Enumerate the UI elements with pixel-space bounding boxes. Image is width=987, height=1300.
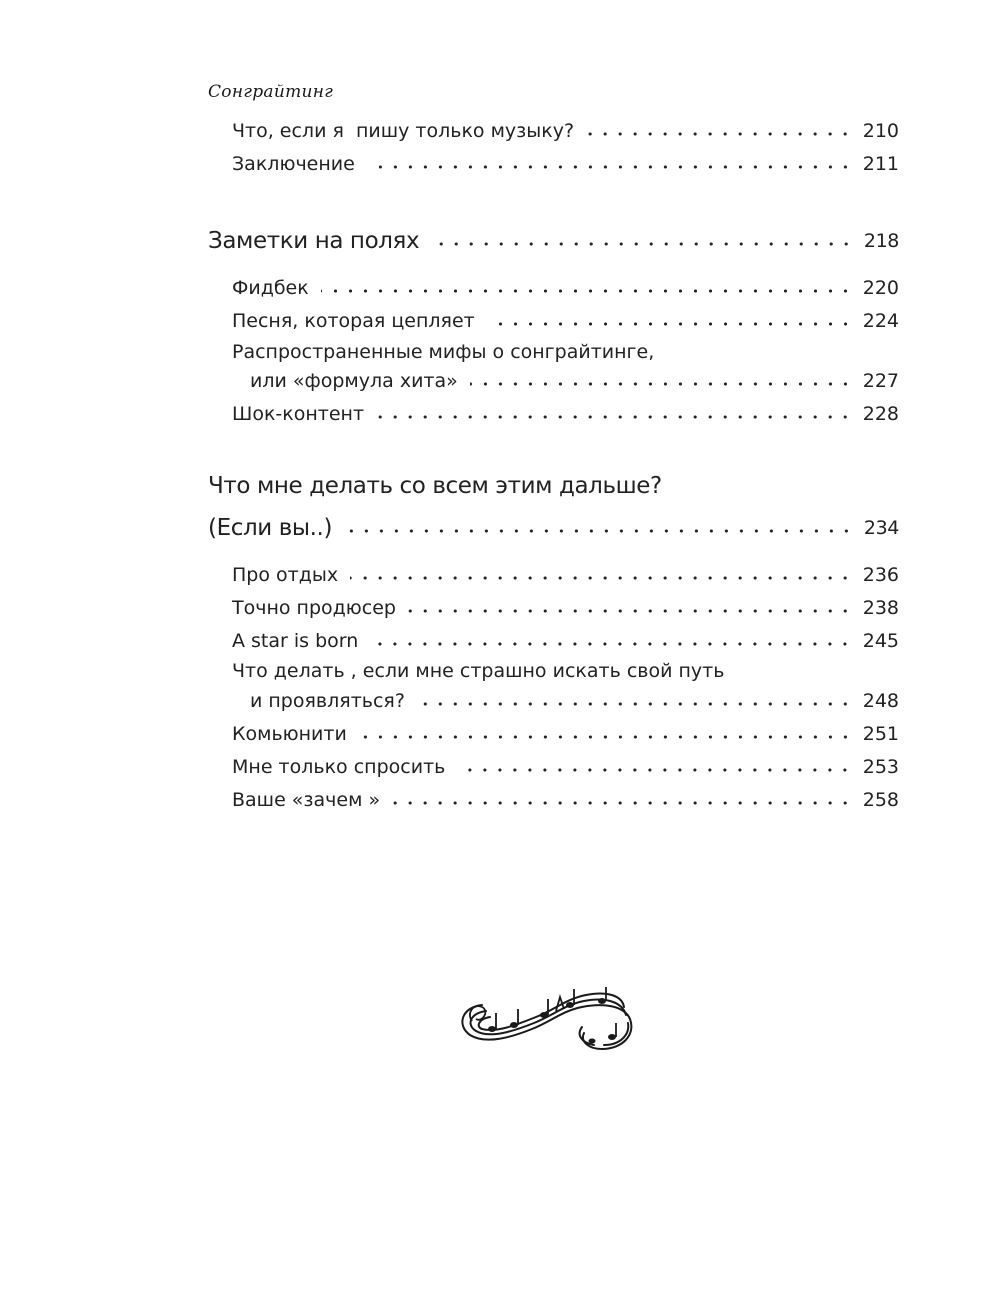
toc-section-title-line2: (Если вы..): [208, 515, 333, 541]
toc-entry[interactable]: [232, 556, 899, 586]
toc-leader: [408, 597, 853, 619]
toc-leader: [376, 403, 853, 425]
toc-leader: [431, 230, 854, 252]
toc-entry[interactable]: [232, 302, 899, 332]
toc-entry-title: Фидбек: [232, 277, 309, 299]
toc-leader: [370, 630, 852, 652]
toc-entry[interactable]: [232, 715, 899, 745]
toc-leader: [350, 564, 853, 586]
toc-entry-page: 211: [862, 153, 899, 175]
toc-entry[interactable]: [232, 112, 899, 142]
toc-leader: [344, 517, 854, 539]
toc-leader: [392, 789, 853, 811]
toc-entry-title: Комьюнити: [232, 723, 347, 745]
toc-entry-title: A star is born: [232, 630, 359, 652]
toc-section-page: 218: [863, 230, 899, 252]
music-staff-swirl-icon: [452, 985, 642, 1057]
toc-entry[interactable]: [232, 781, 899, 811]
toc-entry-title: Что, если я пишу только музыку?: [232, 120, 575, 142]
toc-entry-page: 251: [862, 723, 899, 745]
toc-entry-page: 238: [862, 597, 899, 619]
toc-entry-page: 236: [862, 564, 899, 586]
toc-entry-title: Заключение: [232, 153, 355, 175]
toc-entry[interactable]: [232, 362, 899, 392]
toc-entry-title-line2: и проявляться?: [250, 690, 405, 712]
toc-entry-title: Ваше «зачем »: [232, 789, 381, 811]
toc-leader: [359, 723, 853, 745]
toc-leader: [417, 690, 853, 712]
toc-entry[interactable]: [232, 622, 899, 652]
toc-leader: [470, 370, 853, 392]
toc-leader: [457, 756, 852, 778]
toc-entry[interactable]: [232, 145, 899, 175]
running-head: Сонграйтинг: [208, 82, 334, 102]
toc-entry-title-line1: Распространенные мифы о сонграйтинге,: [232, 341, 655, 363]
toc-entry-page: 258: [862, 789, 899, 811]
toc-entry[interactable]: [232, 748, 899, 778]
toc-leader: [367, 153, 853, 175]
toc-entry-page: 227: [862, 370, 899, 392]
toc-leader: [321, 277, 853, 299]
toc-entry-page: 245: [862, 630, 899, 652]
toc-entry-title: Точно продюсер: [232, 597, 396, 619]
toc-leader: [487, 310, 853, 332]
toc-entry-page: 210: [862, 120, 899, 142]
toc-entry-page: 224: [862, 310, 899, 332]
toc-leader: [586, 120, 853, 142]
toc-entry-page: 220: [862, 277, 899, 299]
toc-entry-title-line1: Что делать , если мне страшно искать свой путь: [232, 660, 725, 682]
toc-entry-title-line2: или «формула хита»: [250, 370, 458, 392]
toc-entry[interactable]: [232, 682, 899, 712]
toc-entry[interactable]: [232, 269, 899, 299]
toc-section-title-line1: Что мне делать со всем этим дальше?: [208, 473, 662, 499]
toc-entry-title: Шок-контент: [232, 403, 365, 425]
toc-section[interactable]: [208, 222, 899, 252]
toc-section-title: Заметки на полях: [208, 228, 420, 254]
toc-entry-page: 248: [862, 690, 899, 712]
toc-entry[interactable]: [232, 395, 899, 425]
toc-entry-title: Песня, которая цепляет: [232, 310, 475, 332]
toc-entry[interactable]: [232, 589, 899, 619]
toc-entry-title: Про отдых: [232, 564, 339, 586]
toc-entry-page: 253: [862, 756, 899, 778]
toc-section[interactable]: [208, 509, 899, 539]
toc-section-page: 234: [863, 517, 899, 539]
toc-entry-page: 228: [862, 403, 899, 425]
toc-entry-title: Мне только спросить: [232, 756, 446, 778]
